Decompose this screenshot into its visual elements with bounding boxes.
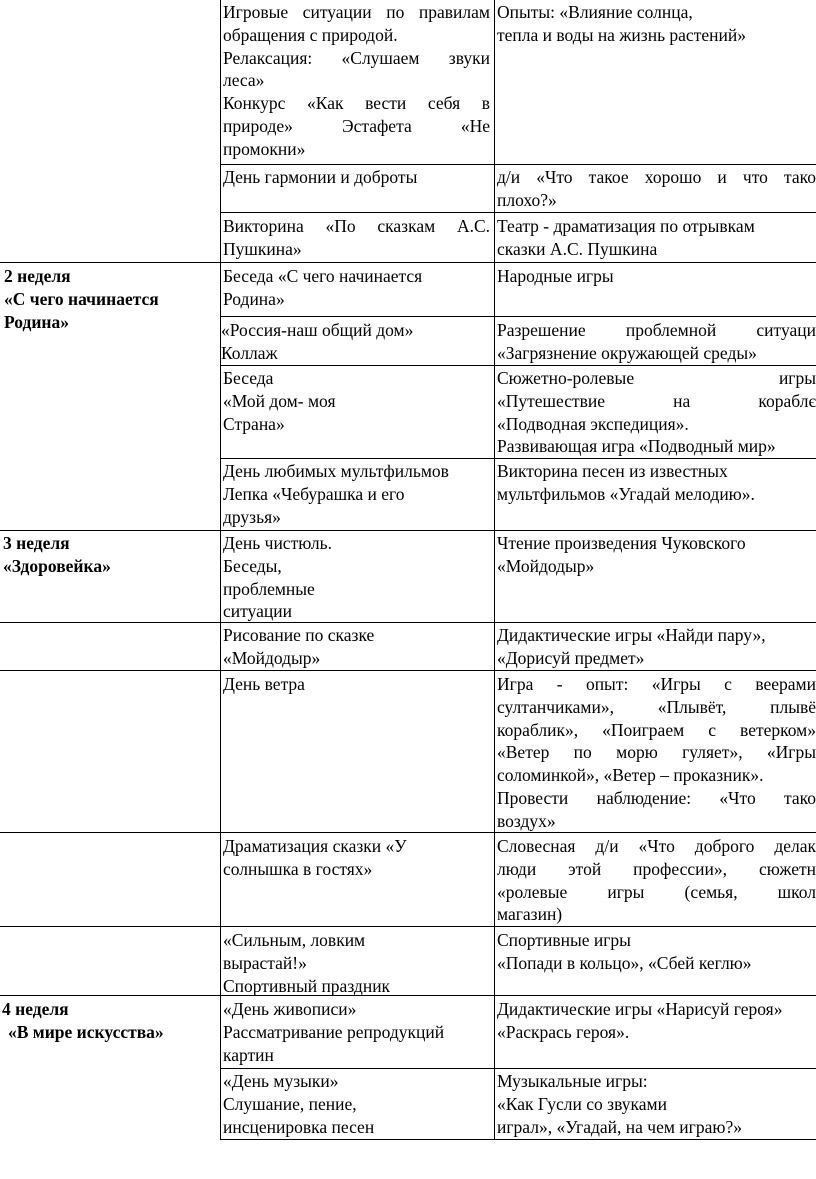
events-cell — [497, 1070, 816, 1138]
events-cell — [497, 1, 816, 47]
events-line: Чтение произведения Чуковского — [497, 533, 746, 553]
activity-line: Рисование по сказке — [223, 625, 375, 645]
activity-line: леса» — [223, 70, 265, 91]
events-line: тепла и воды на жизнь растений» — [497, 24, 746, 45]
row-divider — [0, 262, 816, 263]
events-line: «Как Гусли со звуками — [497, 1093, 667, 1114]
activity-line: День чистюль. — [223, 533, 332, 553]
activity-cell — [223, 1070, 490, 1138]
row-divider — [220, 164, 816, 165]
week-label — [4, 265, 159, 333]
events-line: д/и «Что такое хорошо и что тако — [497, 167, 816, 187]
activity-line: Коллаж — [221, 342, 278, 363]
activity-line: промокни» — [223, 138, 306, 159]
events-cell — [497, 998, 816, 1044]
activity-line: инсценировка песен — [223, 1116, 375, 1137]
events-line: магазин) — [497, 904, 563, 925]
events-line: Игра - опыт: «Игры с веерами — [497, 674, 816, 694]
events-line: Спортивные игры — [497, 930, 631, 950]
row-divider — [220, 1068, 816, 1069]
events-line: Музыкальные игры: — [497, 1071, 648, 1091]
activity-cell — [223, 532, 490, 623]
activity-line: Пушкина» — [223, 238, 302, 259]
activity-line: друзья» — [223, 506, 281, 527]
events-line: Развивающая игра «Подводный мир» — [497, 436, 776, 457]
activity-line: Рассматривание репродукций — [223, 1021, 445, 1042]
events-line: Опыты: «Влияние солнца, — [497, 2, 693, 22]
events-line: играл», «Угадай, на чем играю?» — [497, 1116, 742, 1137]
activity-line: ситуации — [223, 601, 292, 622]
week-number: 4 неделя — [2, 999, 69, 1019]
row-divider — [220, 365, 816, 366]
activity-line: «Мойдодыр» — [223, 647, 321, 668]
activity-line: Игровые ситуации по правилам — [223, 2, 490, 22]
row-divider — [220, 316, 816, 317]
events-line: Разрешение проблемной ситуаци — [497, 320, 816, 340]
events-line: «Раскрась героя». — [497, 1021, 630, 1042]
events-cell — [497, 166, 816, 212]
activity-line: Слушание, пение, — [223, 1093, 357, 1114]
activity-line: День любимых мультфильмов — [223, 461, 449, 481]
activity-cell — [221, 319, 488, 365]
week-title: Родина» — [4, 311, 70, 332]
activity-line: День ветра — [223, 674, 305, 694]
week-title: «Здоровейка» — [3, 555, 111, 576]
activity-line: «Мой дом- моя — [223, 390, 336, 411]
activity-cell — [223, 998, 490, 1066]
activity-line: Релаксация: «Слушаем звуки — [223, 47, 490, 68]
events-line: «Загрязнение окружающей среды» — [497, 342, 757, 363]
events-cell — [497, 367, 816, 458]
events-cell — [497, 460, 816, 506]
table-border-col1 — [220, 0, 221, 1139]
activity-cell — [223, 460, 490, 528]
activity-cell — [223, 929, 490, 997]
activity-line: Беседа — [223, 368, 274, 388]
events-line: «Подводная экспедиция». — [497, 413, 689, 434]
events-line: воздух» — [497, 810, 556, 831]
events-line: Народные игры — [497, 266, 614, 286]
events-line: Сюжетно-ролевые игры — [497, 368, 816, 388]
events-line: Викторина песен из известных — [497, 461, 728, 481]
activity-line: Беседы, — [223, 555, 282, 576]
events-line: соломинкой», «Ветер – проказник». — [497, 765, 764, 786]
events-line: Дидактические игры «Нарисуй героя» — [497, 999, 783, 1019]
activity-cell — [223, 673, 490, 696]
events-line: Театр - драматизация по отрывкам — [497, 216, 755, 236]
activity-line: Родина» — [223, 288, 285, 309]
row-divider — [0, 530, 816, 531]
activity-line: Драматизация сказки «У — [223, 836, 407, 856]
events-line: кораблик», «Поиграем с ветерком» — [497, 719, 816, 740]
events-line: плохо?» — [497, 189, 557, 210]
activity-line: Лепка «Чебурашка и его — [223, 483, 405, 504]
events-line: люди этой профессии», сюжетн — [497, 858, 816, 879]
events-line: «Попади в кольцо», «Сбей кеглю» — [497, 952, 752, 973]
events-line: «ролевые игры (семья, школ — [497, 881, 816, 902]
activity-line: «День музыки» — [223, 1071, 339, 1091]
events-line: сказки А.С. Пушкина — [497, 238, 658, 259]
activity-cell — [223, 1, 490, 161]
events-cell — [497, 929, 816, 975]
events-line: Словесная д/и «Что доброго делак — [497, 836, 816, 856]
activity-line: День гармонии и доброты — [223, 167, 418, 187]
events-line: «Ветер по морю гуляет», «Игры — [497, 742, 816, 763]
activity-cell — [223, 624, 490, 670]
events-line: «Путешествие на кораблє — [497, 390, 816, 411]
events-cell — [497, 532, 816, 578]
activity-line: «Сильным, ловким — [223, 930, 366, 950]
table-bottom-border — [220, 1139, 816, 1140]
week-label — [2, 998, 164, 1044]
events-cell — [497, 265, 816, 288]
activity-line: солнышка в гостях» — [223, 858, 373, 879]
events-cell — [497, 673, 816, 833]
events-line: мультфильмов «Угадай мелодию». — [497, 483, 755, 504]
events-cell — [497, 624, 816, 670]
row-divider — [220, 212, 816, 213]
activity-cell — [223, 215, 490, 261]
row-divider — [0, 670, 816, 671]
events-line: «Мойдодыр» — [497, 555, 595, 576]
week-number: 2 неделя — [4, 266, 71, 286]
activity-line: «Россия-наш общий дом» — [221, 320, 414, 340]
activity-cell — [223, 166, 490, 189]
week-label — [3, 532, 111, 578]
activity-line: природе» Эстафета «Не — [223, 115, 490, 136]
events-line: Провести наблюдение: «Что тако — [497, 787, 816, 808]
week-title: «В мире искусства» — [8, 1021, 164, 1042]
events-cell — [497, 835, 816, 926]
table-border-col2 — [494, 0, 495, 1139]
events-line: Дидактические игры «Найди пару», — [497, 625, 766, 645]
activity-cell — [223, 835, 490, 881]
week-title: «С чего начинается — [4, 288, 159, 309]
activity-cell — [223, 367, 490, 435]
events-line: султанчиками», «Плывёт, плывё — [497, 696, 816, 717]
events-cell — [497, 319, 816, 365]
activity-line: обращения с природой. — [223, 24, 398, 45]
activity-line: Конкурс «Как вести себя в — [223, 93, 490, 114]
events-cell — [497, 215, 816, 261]
activity-line: проблемные — [223, 578, 315, 599]
events-line: «Дорисуй предмет» — [497, 647, 645, 668]
activity-line: «День живописи» — [223, 999, 357, 1019]
activity-line: Страна» — [223, 413, 285, 434]
activity-line: Беседа «С чего начинается — [223, 266, 423, 286]
week-number: 3 неделя — [3, 533, 70, 553]
activity-line: Спортивный праздник — [223, 975, 391, 996]
activity-line: картин — [223, 1044, 274, 1065]
activity-line: вырастай!» — [223, 952, 307, 973]
activity-cell — [223, 265, 490, 311]
activity-line: Викторина «По сказкам А.С. — [223, 216, 490, 236]
